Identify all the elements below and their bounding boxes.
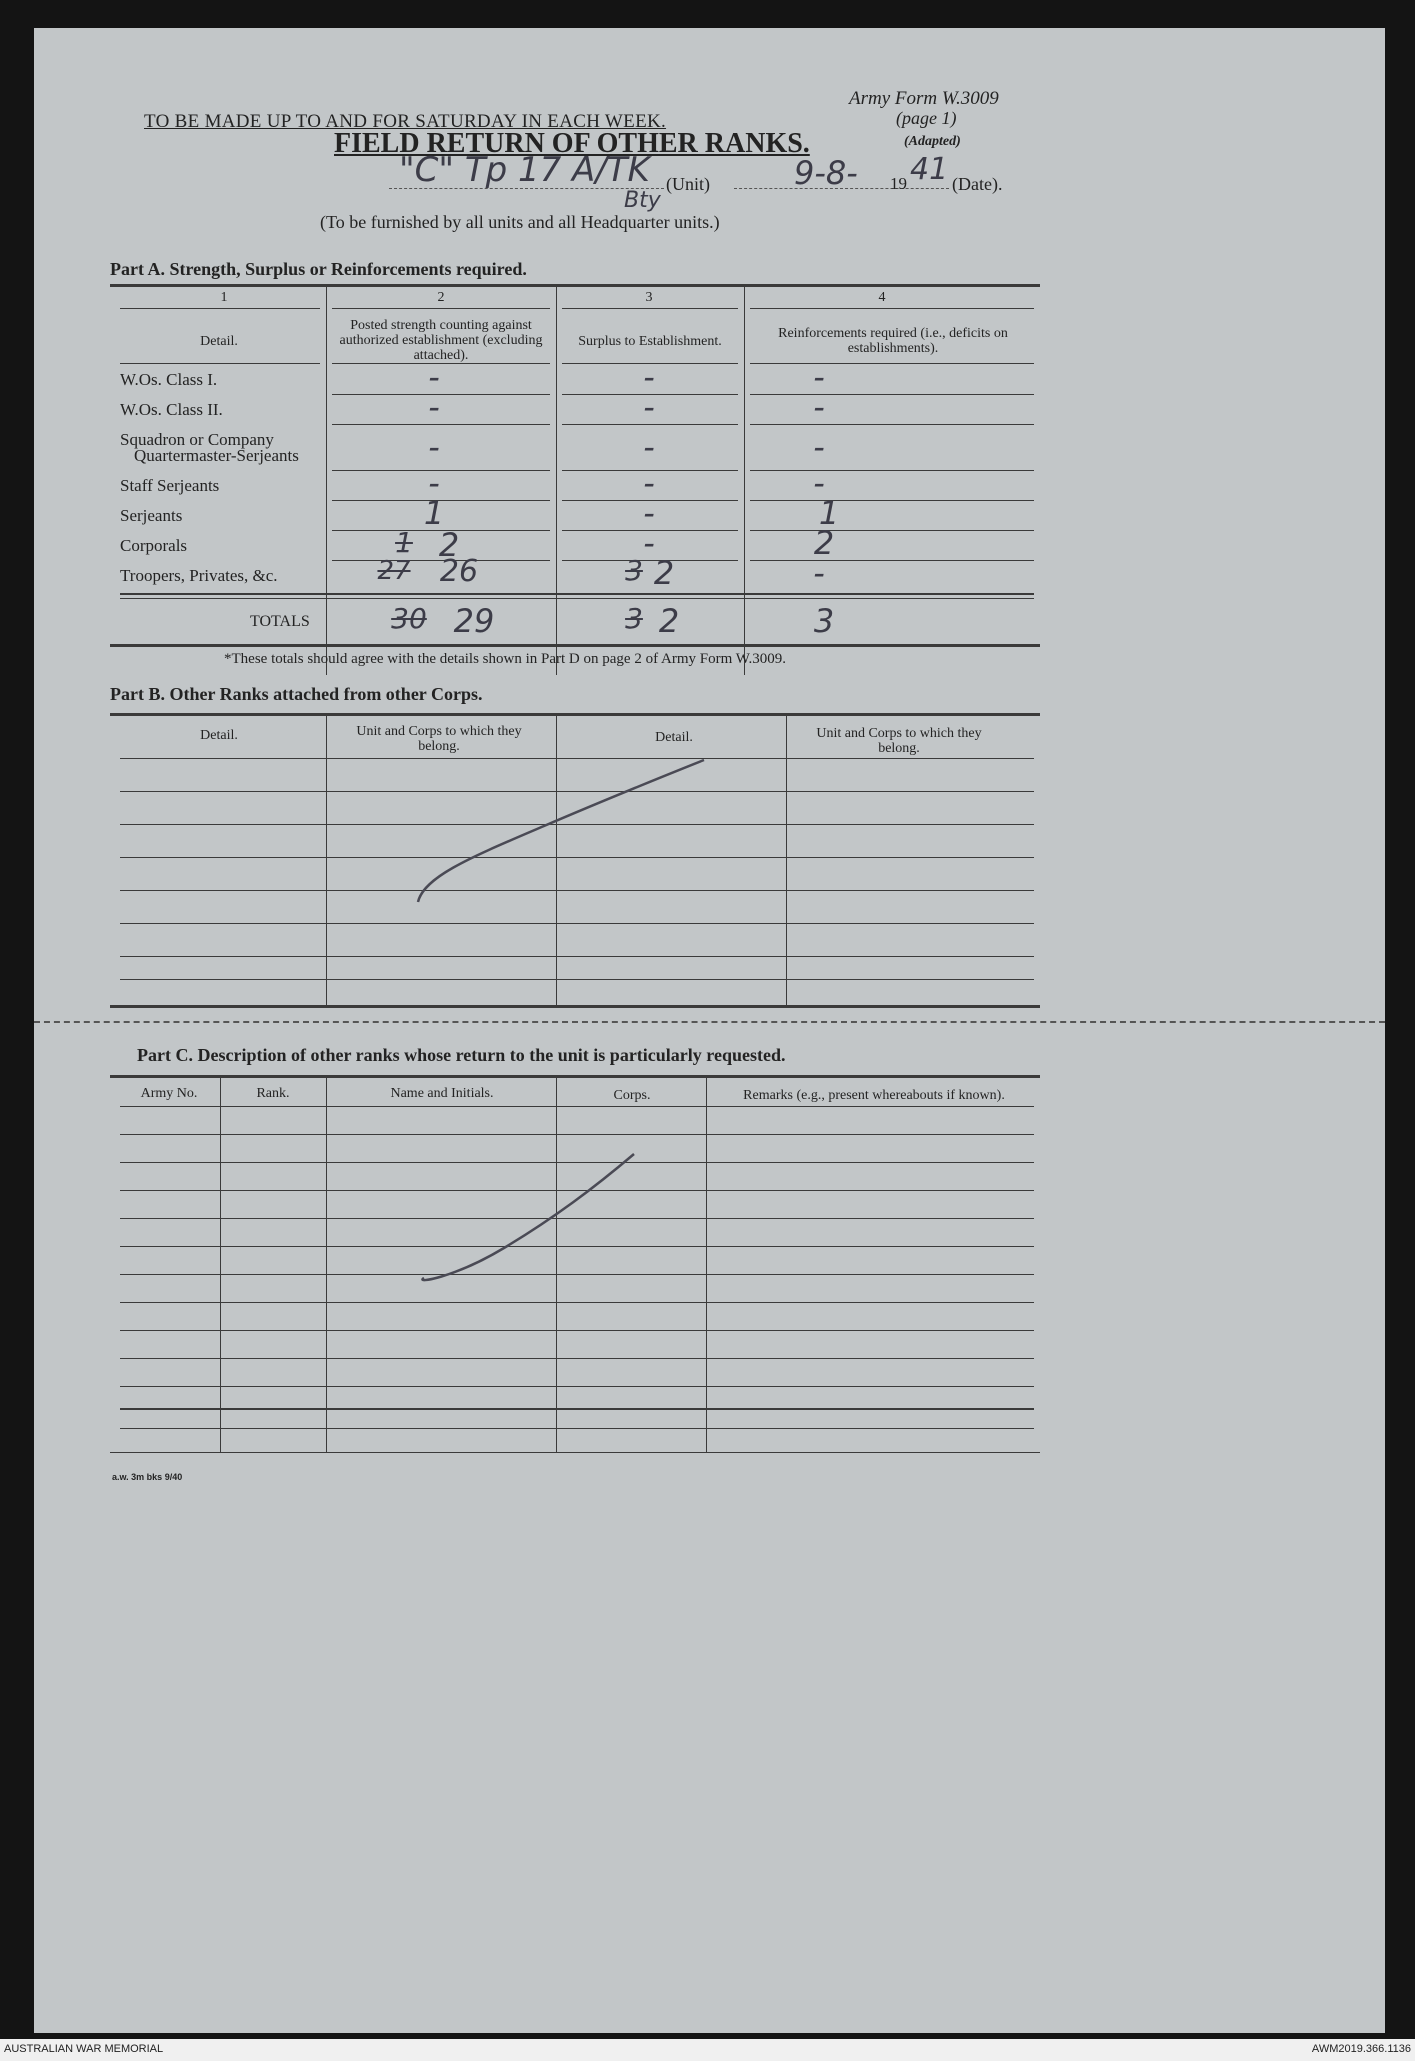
- part-b-vline-3: [786, 716, 787, 1006]
- unit-handwritten: "C" Tp 17 A/TK: [399, 150, 650, 190]
- form-sheet: [34, 28, 1385, 2033]
- instruction-text: TO BE MADE UP TO AND FOR SATURDAY IN EACH WEEK.: [144, 111, 667, 132]
- surplus-wo2: -: [643, 388, 655, 426]
- part-b-row-7: [120, 956, 1034, 957]
- surplus-staff-serjeants: -: [643, 464, 655, 502]
- page-number: (page 1): [896, 108, 957, 128]
- adapted-label: (Adapted): [904, 134, 961, 149]
- date-year-prefix: 19: [890, 174, 907, 193]
- part-b-row-6: [120, 923, 1034, 924]
- row-label-wo2: W.Os. Class II.: [120, 400, 223, 419]
- row-label-serjeants: Serjeants: [120, 506, 183, 525]
- date-year-handwritten: 41: [910, 152, 949, 187]
- row-label-staff-serjeants: Staff Serjeants: [120, 476, 220, 495]
- part-c-row-12-double: [120, 1408, 1034, 1410]
- part-b-top-rule: [110, 713, 1040, 716]
- posted-wo1: -: [428, 358, 440, 396]
- reinf-wo1: -: [813, 358, 825, 396]
- part-a-heading: Part A. Strength, Surplus or Reinforcements required.: [110, 259, 527, 279]
- part-c-col-rank: Rank.: [256, 1086, 290, 1101]
- part-b-vline-1: [326, 716, 327, 1006]
- part-c-row-2: [120, 1134, 1034, 1135]
- col-number-rule-1: [120, 308, 320, 309]
- posted-troopers: 26: [439, 554, 479, 589]
- col-number-rule-4: [750, 308, 1034, 309]
- surplus-cqms: -: [643, 428, 655, 466]
- part-a-vline-2: [556, 287, 557, 675]
- part-c-col-army-no: Army No.: [140, 1086, 198, 1101]
- posted-troopers-struck: 27: [377, 556, 411, 586]
- col-number-4: 4: [878, 290, 886, 305]
- date-handwritten: 9-8-: [794, 154, 858, 192]
- totals-rule-bottom: [110, 644, 1040, 647]
- part-c-col-corps: Corps.: [613, 1088, 651, 1103]
- part-a-top-rule: [110, 284, 1040, 287]
- col-number-rule-2: [332, 308, 550, 309]
- row-label-cqms-line2: Quartermaster-Serjeants: [134, 446, 299, 465]
- furnish-note: (To be furnished by all units and all Headquarter units.): [320, 212, 720, 232]
- part-c-col-remarks: Remarks (e.g., present whereabouts if known).: [743, 1088, 1005, 1103]
- posted-wo2: -: [428, 388, 440, 426]
- unit-handwritten-line2: Bty: [624, 188, 661, 213]
- totals-posted: 29: [453, 602, 495, 640]
- col-number-2: 2: [437, 290, 445, 305]
- col-number-1: 1: [220, 290, 228, 305]
- row-label-troopers: Troopers, Privates, &c.: [120, 566, 278, 585]
- reinf-troopers: -: [813, 554, 825, 592]
- form-number: Army Form W.3009: [849, 88, 999, 109]
- part-c-heading: Part C. Description of other ranks whose return to the unit is particularly requested.: [137, 1045, 786, 1065]
- surplus-wo1: -: [643, 358, 655, 396]
- totals-surplus-struck: 3: [625, 602, 643, 635]
- totals-rule-top2: [120, 598, 1034, 599]
- reinf-staff-serjeants: -: [813, 464, 825, 502]
- part-a-vline-3: [744, 287, 745, 675]
- col-header-posted: Posted strength counting against authorized establishment (excluding attached).: [339, 318, 543, 363]
- part-b-row-8: [120, 979, 1034, 980]
- reinf-wo2: -: [813, 388, 825, 426]
- col-number-3: 3: [645, 290, 653, 305]
- part-c-bottom-rule: [110, 1452, 1040, 1453]
- reinf-cqms: -: [813, 428, 825, 466]
- part-c-cancel-stroke: [414, 1148, 644, 1288]
- col-header-reinforcements: Reinforcements required (i.e., deficits on establishments).: [778, 326, 1008, 356]
- row-label-cqms: Squadron or Company: [120, 430, 274, 449]
- archive-footer: [0, 2039, 1415, 2061]
- part-c-col-name: Name and Initials.: [390, 1086, 494, 1101]
- date-label: (Date).: [952, 174, 1003, 194]
- surplus-troopers: 2: [653, 554, 675, 592]
- posted-cqms: -: [428, 428, 440, 466]
- totals-label: TOTALS: [250, 613, 310, 630]
- part-a-footnote: *These totals should agree with the details shown in Part D on page 2 of Army Form W.3009.: [224, 651, 787, 667]
- form-title: FIELD RETURN OF OTHER RANKS.: [334, 128, 810, 159]
- part-b-col-detail-2: Detail.: [655, 730, 693, 745]
- part-b-col-detail-1: Detail.: [200, 728, 238, 743]
- surplus-serjeants: -: [643, 494, 655, 532]
- part-c-row-9: [120, 1330, 1034, 1331]
- posted-corporals-struck: 1: [395, 526, 413, 559]
- print-code: a.w. 3m bks 9/40: [112, 1472, 183, 1482]
- part-b-heading: Part B. Other Ranks attached from other Corps.: [110, 684, 483, 704]
- part-b-col-unit-2: Unit and Corps to which they belong.: [816, 726, 982, 756]
- totals-reinf: 3: [813, 602, 835, 640]
- part-b-cancel-stroke: [414, 756, 714, 906]
- part-c-row-8: [120, 1302, 1034, 1303]
- part-c-row-11: [120, 1386, 1034, 1387]
- posted-serjeants: 1: [423, 494, 445, 532]
- archive-name: AUSTRALIAN WAR MEMORIAL: [4, 2043, 164, 2055]
- col-header-detail: Detail.: [200, 334, 238, 349]
- perforation-line: [34, 1021, 1385, 1023]
- row-label-corporals: Corporals: [120, 536, 188, 555]
- totals-surplus: 2: [658, 602, 680, 640]
- header-rule-1: [120, 363, 320, 364]
- posted-staff-serjeants: -: [428, 464, 440, 502]
- posted-corporals: 2: [438, 526, 460, 564]
- part-b-bottom-rule: [110, 1005, 1040, 1008]
- part-c-row-1: [120, 1106, 1034, 1107]
- totals-rule-top: [120, 593, 1034, 595]
- totals-posted-struck: 30: [391, 602, 427, 635]
- part-a-vline-1: [326, 287, 327, 675]
- unit-label: (Unit): [666, 174, 710, 194]
- col-number-rule-3: [562, 308, 738, 309]
- col-header-surplus: Surplus to Establishment.: [578, 334, 722, 349]
- part-b-col-unit-1: Unit and Corps to which they belong.: [356, 724, 522, 754]
- part-c-top-rule: [110, 1075, 1040, 1078]
- reinf-corporals: 2: [813, 524, 835, 562]
- surplus-corporals: -: [643, 524, 655, 562]
- part-c-row-10: [120, 1358, 1034, 1359]
- surplus-troopers-struck: 3: [625, 554, 643, 587]
- part-c-row-13: [120, 1428, 1034, 1429]
- archive-id: AWM2019.366.1136: [1311, 2043, 1411, 2055]
- row-label-wo1: W.Os. Class I.: [120, 370, 218, 389]
- reinf-serjeants: 1: [818, 494, 840, 532]
